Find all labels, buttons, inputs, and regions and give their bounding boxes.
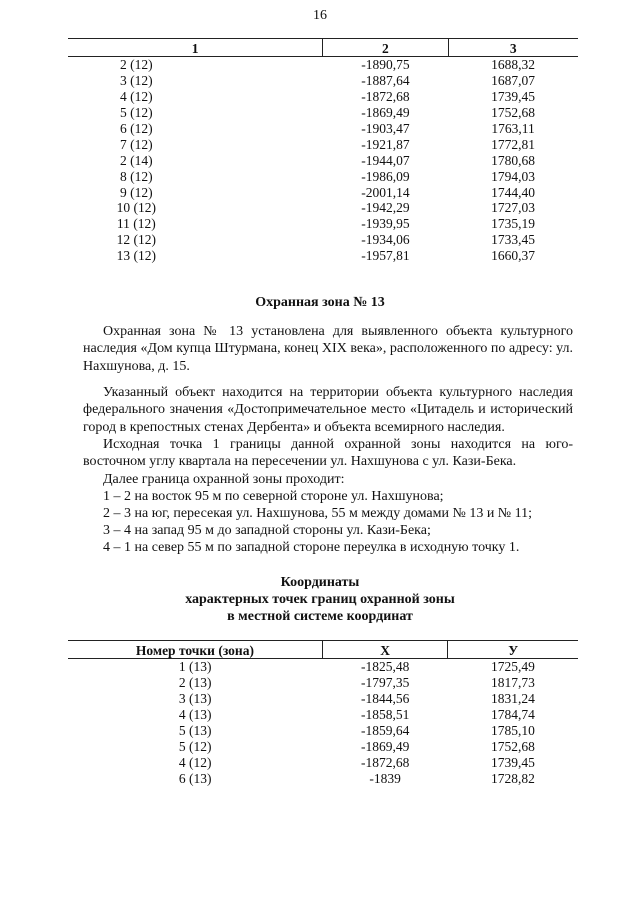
table-row bbox=[68, 89, 578, 105]
x-coordinate-cell: -1957,81 bbox=[361, 248, 410, 264]
y-coordinate-cell: 1752,68 bbox=[491, 105, 535, 121]
point-number-cell: 5 (12) bbox=[120, 105, 153, 121]
y-coordinate-cell: 1784,74 bbox=[491, 707, 535, 723]
x-coordinate-cell: -1839 bbox=[369, 770, 401, 786]
point-number-cell: 1 (13) bbox=[178, 659, 212, 675]
table-row bbox=[68, 184, 578, 200]
route-segment: 4 – 1 на север 55 м по западной стороне переулка в исходную точку 1. bbox=[103, 540, 520, 555]
point-number-cell: 9 (12) bbox=[120, 184, 153, 200]
coordinates-table-continued bbox=[68, 38, 578, 264]
x-coordinate-cell: -1944,07 bbox=[361, 152, 410, 168]
x-coordinate-cell: -1859,64 bbox=[360, 723, 410, 738]
point-number-cell: 10 (12) bbox=[116, 200, 157, 216]
column-header: 2 bbox=[323, 39, 448, 57]
y-coordinate-cell: 1733,45 bbox=[491, 232, 535, 248]
table-row bbox=[68, 57, 578, 73]
point-number-cell: 13 (12) bbox=[116, 248, 157, 264]
point-number-cell: 2 (12) bbox=[120, 57, 153, 73]
paragraph: Далее граница охранной зоны проходит: bbox=[103, 472, 345, 487]
x-coordinate-cell: -1858,51 bbox=[360, 707, 410, 723]
table-row bbox=[68, 105, 578, 121]
x-coordinate-cell: -1825,48 bbox=[360, 659, 410, 675]
route-segment: 3 – 4 на запад 95 м до западной стороны ул. Кази-Бека; bbox=[103, 523, 431, 538]
point-number-cell: 6 (13) bbox=[178, 770, 212, 786]
y-coordinate-cell: 1660,37 bbox=[491, 248, 535, 264]
point-number-cell: 7 (12) bbox=[120, 136, 153, 152]
table-row bbox=[68, 200, 578, 216]
table-header-row bbox=[68, 641, 578, 659]
table-row bbox=[68, 121, 578, 137]
x-coordinate-cell: -1903,47 bbox=[361, 121, 410, 136]
y-coordinate-cell: 1785,10 bbox=[491, 723, 535, 738]
paragraph: Указанный объект находится на территории объекта культурного наследия федерального значения «Достопримечательное место «Цитадель и исторический город в крепостных стенах Дербента» и объекта всемирного наследия. bbox=[83, 385, 573, 435]
route-segment: 1 – 2 на восток 95 м по северной стороне ул. Нахшунова; bbox=[103, 489, 444, 504]
table-row bbox=[68, 723, 578, 739]
x-coordinate-cell: -1986,09 bbox=[361, 168, 410, 184]
table-row bbox=[68, 136, 578, 152]
point-number-cell: 3 (13) bbox=[178, 691, 212, 707]
y-coordinate-cell: 1727,03 bbox=[491, 200, 535, 216]
y-coordinate-cell: 1688,32 bbox=[491, 57, 535, 73]
y-coordinate-cell: 1739,45 bbox=[491, 754, 535, 770]
paragraph: Исходная точка 1 границы данной охранной зоны находится на юго-восточном углу квартала на пересечении ул. Нахшунова с ул. Кази-Бека. bbox=[83, 437, 573, 470]
point-number-cell: 11 (12) bbox=[116, 216, 156, 232]
page-number: 16 bbox=[313, 8, 327, 23]
table-row bbox=[68, 73, 578, 89]
y-coordinate-cell: 1772,81 bbox=[491, 136, 535, 152]
table-row bbox=[68, 216, 578, 232]
table-row bbox=[68, 691, 578, 707]
point-number-cell: 12 (12) bbox=[116, 232, 157, 248]
table-row bbox=[68, 675, 578, 691]
point-number-cell: 4 (13) bbox=[178, 707, 212, 723]
table-header-row bbox=[68, 39, 578, 57]
y-coordinate-cell: 1794,03 bbox=[491, 168, 535, 184]
x-coordinate-cell: -1872,68 bbox=[360, 754, 410, 770]
coords-heading-line1: Координаты bbox=[280, 575, 360, 590]
x-coordinate-cell: -1887,64 bbox=[361, 73, 410, 89]
point-number-cell: 3 (12) bbox=[120, 73, 153, 89]
y-coordinate-cell: 1831,24 bbox=[491, 691, 535, 707]
point-number-cell: 5 (13) bbox=[178, 723, 212, 738]
table-row bbox=[68, 770, 578, 786]
point-number-cell: 6 (12) bbox=[120, 121, 153, 136]
y-coordinate-cell: 1735,19 bbox=[491, 216, 535, 232]
point-number-cell: 2 (13) bbox=[178, 675, 212, 691]
column-header: X bbox=[322, 641, 448, 659]
x-coordinate-cell: -1869,49 bbox=[360, 738, 410, 754]
y-coordinate-cell: 1728,82 bbox=[491, 770, 535, 786]
section-title: Охранная зона № 13 bbox=[255, 295, 385, 310]
point-number-cell: 5 (12) bbox=[178, 738, 212, 754]
column-header: 1 bbox=[68, 39, 323, 57]
table-row bbox=[68, 152, 578, 168]
x-coordinate-cell: -1797,35 bbox=[360, 675, 410, 691]
table-row bbox=[68, 232, 578, 248]
table-body bbox=[68, 57, 578, 264]
coords-heading-line3: в местной системе координат bbox=[227, 609, 413, 624]
column-header: 3 bbox=[448, 39, 578, 57]
y-coordinate-cell: 1744,40 bbox=[491, 184, 535, 200]
x-coordinate-cell: -1890,75 bbox=[361, 57, 410, 73]
table-row bbox=[68, 707, 578, 723]
x-coordinate-cell: -2001,14 bbox=[361, 184, 410, 200]
x-coordinate-cell: -1934,06 bbox=[361, 232, 410, 248]
x-coordinate-cell: -1939,95 bbox=[361, 216, 410, 232]
x-coordinate-cell: -1942,29 bbox=[361, 200, 410, 216]
x-coordinate-cell: -1869,49 bbox=[361, 105, 410, 121]
column-header: Номер точки (зона) bbox=[68, 641, 322, 659]
table-row bbox=[68, 738, 578, 754]
point-number-cell: 8 (12) bbox=[120, 168, 153, 184]
table-row bbox=[68, 754, 578, 770]
point-number-cell: 4 (12) bbox=[120, 89, 153, 105]
x-coordinate-cell: -1844,56 bbox=[360, 691, 410, 707]
route-segment: 2 – 3 на юг, пересекая ул. Нахшунова, 55 м между домами № 13 и № 11; bbox=[103, 506, 533, 521]
coordinates-table-zone-13 bbox=[68, 640, 578, 786]
x-coordinate-cell: -1872,68 bbox=[361, 89, 410, 105]
coords-heading-line2: характерных точек границ охранной зоны bbox=[185, 592, 455, 607]
y-coordinate-cell: 1739,45 bbox=[491, 89, 535, 105]
y-coordinate-cell: 1763,11 bbox=[491, 121, 535, 136]
table-row bbox=[68, 659, 578, 675]
y-coordinate-cell: 1752,68 bbox=[491, 738, 535, 754]
y-coordinate-cell: 1780,68 bbox=[491, 152, 535, 168]
table-row bbox=[68, 248, 578, 264]
y-coordinate-cell: 1725,49 bbox=[491, 659, 535, 675]
paragraph: Охранная зона № 13 установлена для выявленного объекта культурного наследия «Дом купца Штурмана, конец XIX века», расположенного по адресу: ул. Нахшунова, д. 15. bbox=[83, 324, 573, 374]
x-coordinate-cell: -1921,87 bbox=[361, 136, 410, 152]
table-body bbox=[68, 659, 578, 787]
y-coordinate-cell: 1817,73 bbox=[491, 675, 535, 691]
point-number-cell: 4 (12) bbox=[178, 754, 212, 770]
column-header: У bbox=[448, 641, 578, 659]
point-number-cell: 2 (14) bbox=[120, 152, 153, 168]
table-row bbox=[68, 168, 578, 184]
y-coordinate-cell: 1687,07 bbox=[491, 73, 535, 89]
